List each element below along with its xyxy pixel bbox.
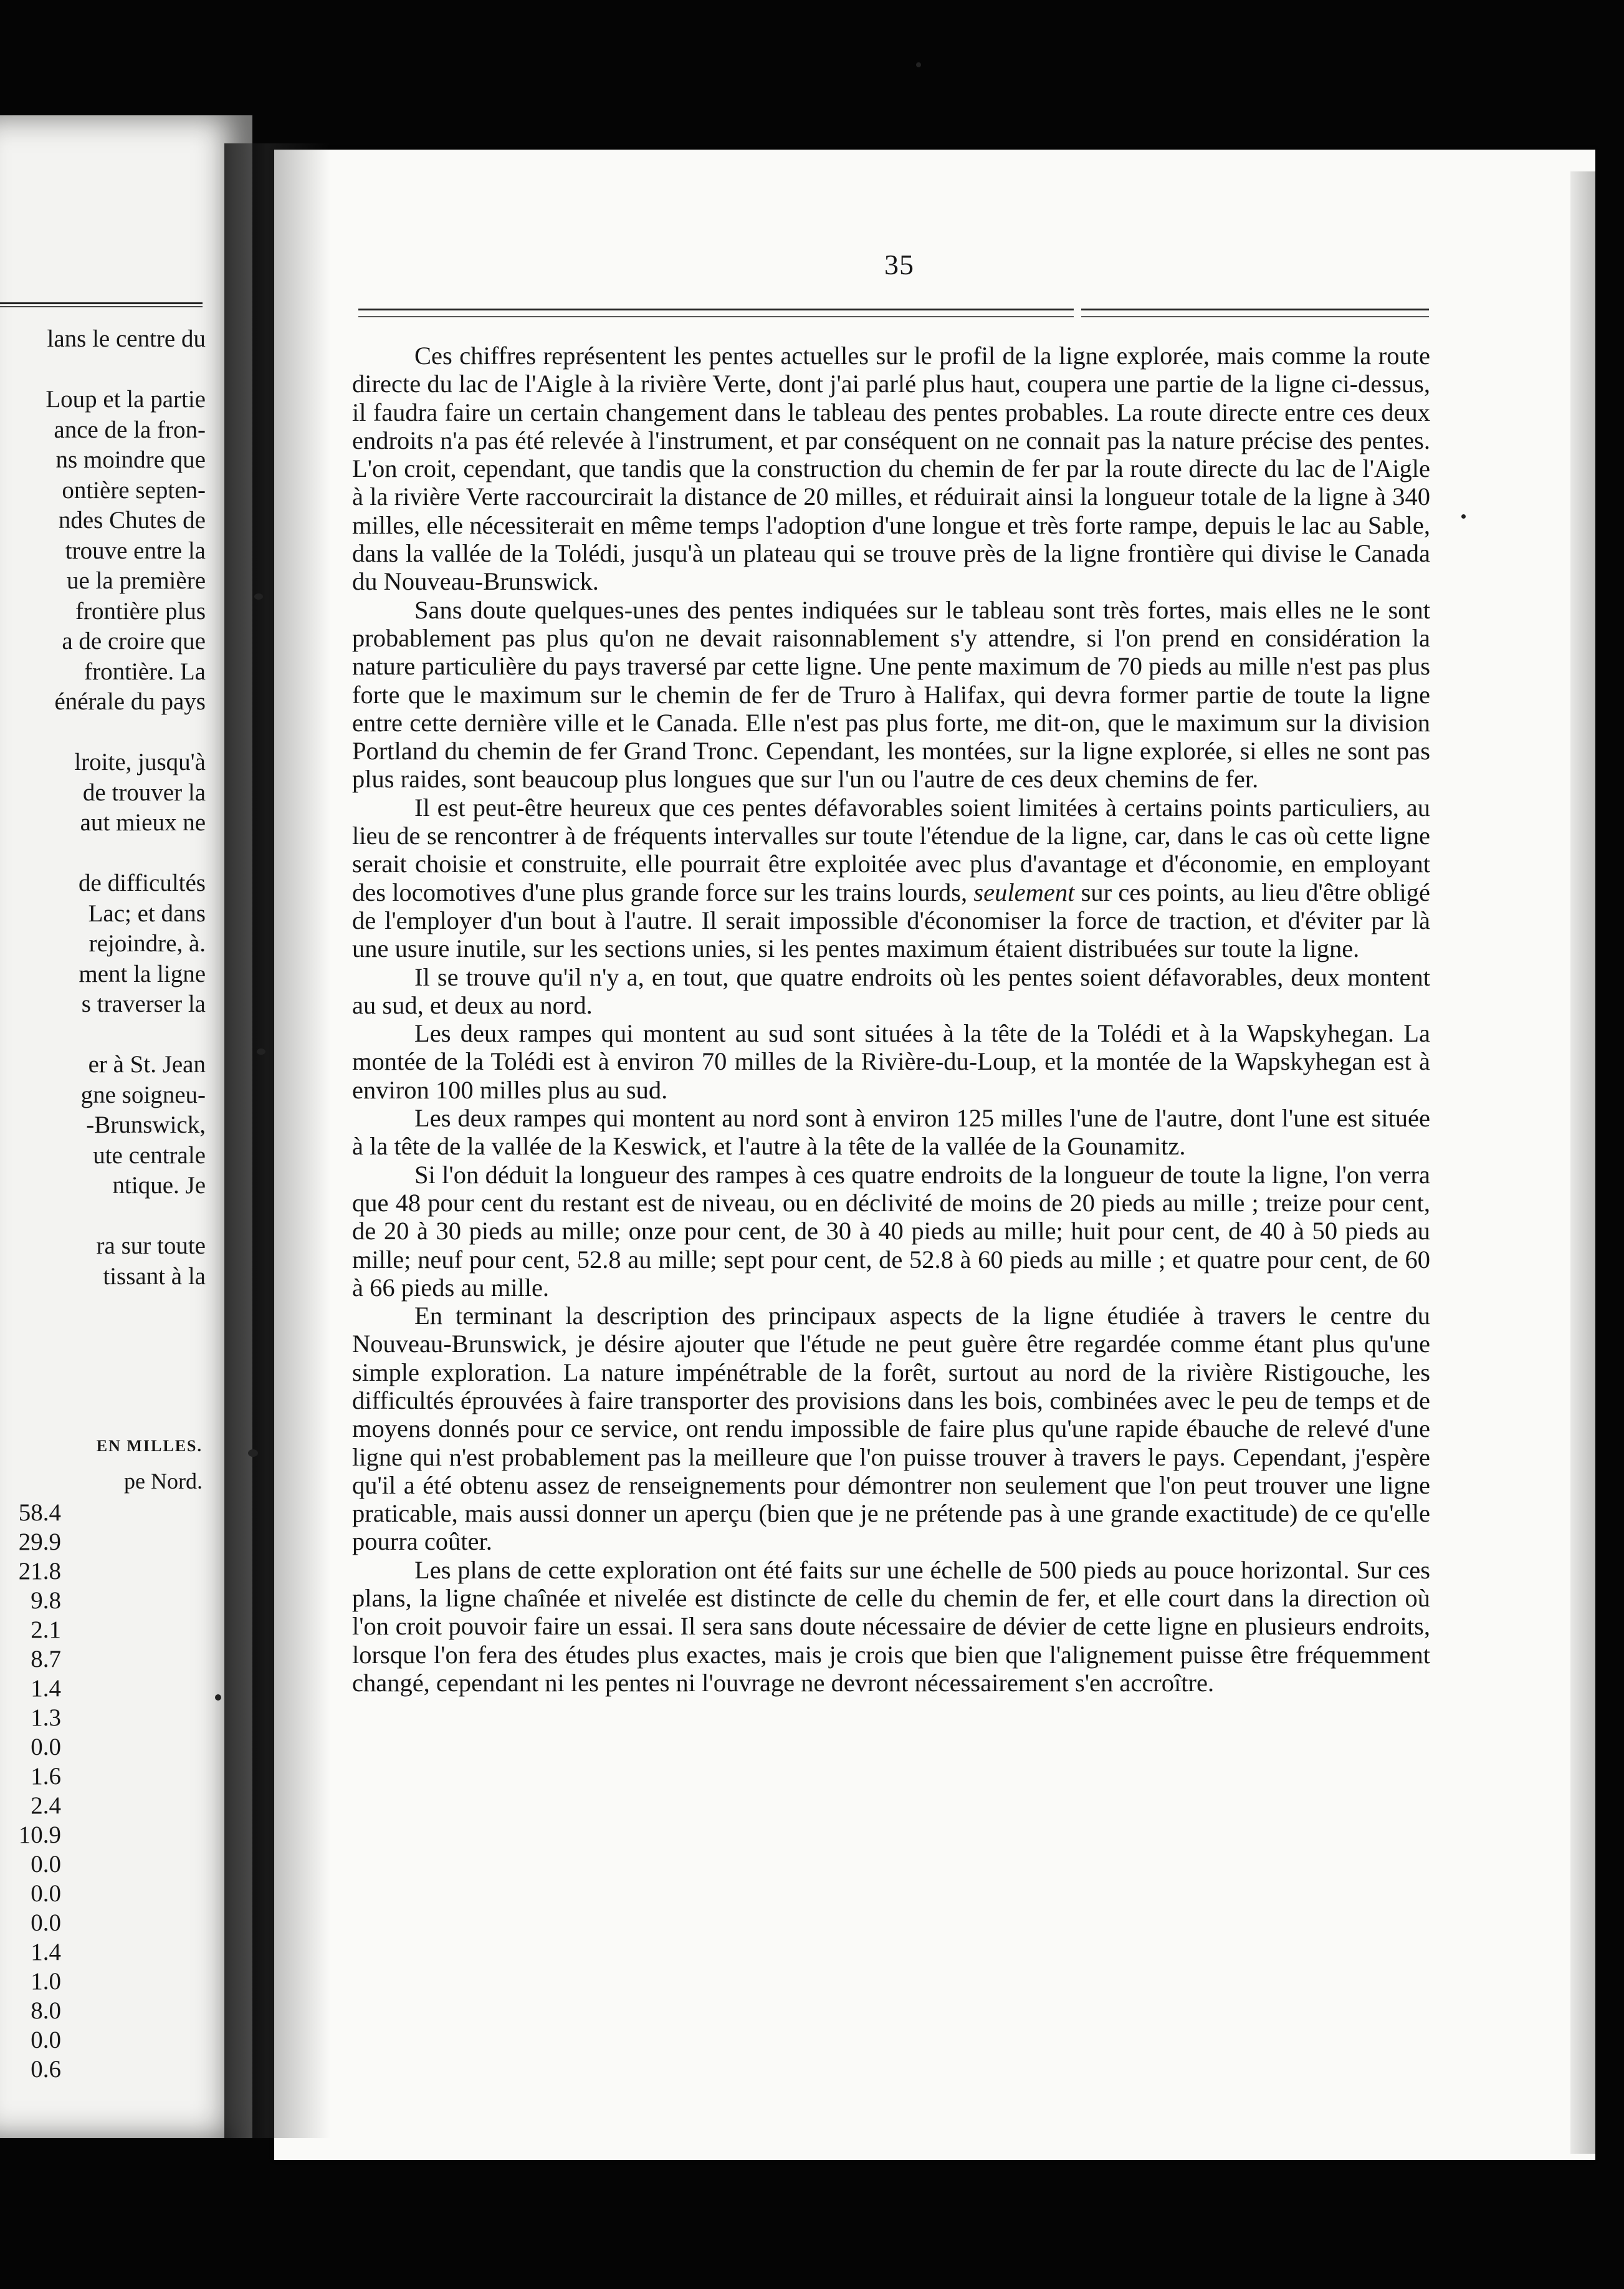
text-line: lroite, jusqu'à [74, 749, 206, 775]
paragraph: Si l'on déduit la longueur des rampes à ces quatre endroits de la longueur de toute la ligne, l'on verra que 48 pour cent du restant est de niveau, ou en déclivité de moins de 20 pieds au mille ; treize pour cent, de 20 à 30 pieds au mille; onze pour cent, de 30 à 40 pieds au mille; huit pour cent, de 40 à 50 pieds au mille; neuf pour cent, 52.8 au mille; sept pour cent, de 52.8 à 60 pieds au mille ; et quatre pour cent, de 60 à 66 pieds au mille. [352, 1160, 1430, 1302]
text-line: rejoindre, à. [88, 930, 206, 957]
text-line: a de croire que [62, 628, 206, 655]
table-value: 1.3 [31, 1704, 61, 1731]
text-line [0, 1201, 206, 1232]
scan-speck [257, 1049, 265, 1055]
table-value: 8.0 [31, 1997, 61, 2024]
previous-page [0, 115, 252, 2138]
table-value: 1.0 [31, 1968, 61, 1995]
table-value: 1.6 [31, 1763, 61, 1790]
table-value: 0.0 [31, 2027, 61, 2053]
paragraph: Les plans de cette exploration ont été faits sur une échelle de 500 pieds au pouce horizontal. Sur ces plans, la ligne chaînée et nivelée est distincte de celle du chemin de fer, et elle court dans la direction où l'on croit pouvoir faire un essai. Il sera sans doute nécessaire de dévier de cette ligne en plusieurs endroits, lorsque l'on fera des études plus exactes, mais je crois que bien que l'alignement puisse être fréquemment changé, cependant ni les pentes ni l'ouvrage ne devront nécessairement s'en accroître. [352, 1555, 1430, 1697]
paragraph: Il se trouve qu'il n'y a, en tout, que quatre endroits où les pentes soient défavorables, deux montent au sud, et deux au nord. [352, 962, 1430, 1019]
page-body [352, 342, 1430, 1697]
table-value: 0.0 [31, 1734, 61, 1760]
page-edge [1570, 171, 1595, 2154]
paragraph: Les deux rampes qui montent au nord sont à environ 125 milles l'une de l'autre, dont l'une est située à la tête de la vallée de la Keswick, et l'autre à la tête de la vallée de la Gounamitz. [352, 1104, 1430, 1161]
text-line: frontière plus [75, 597, 206, 625]
scan-speck [254, 593, 263, 600]
text-line: ntique. Je [112, 1172, 206, 1199]
text-line [0, 717, 206, 748]
text-line: ance de la fron- [54, 416, 206, 443]
emphasized-word: seulement [973, 878, 1075, 906]
text-line: ute centrale [93, 1141, 206, 1169]
header-rule [358, 309, 1074, 317]
header-rule [1081, 309, 1429, 317]
text-line: tissant à la [103, 1262, 206, 1290]
table-value: 2.4 [31, 1792, 61, 1819]
text-line: er à St. Jean [88, 1051, 206, 1078]
text-line: ment la ligne [79, 960, 206, 987]
text-line: s traverser la [81, 991, 206, 1017]
paragraph: Sans doute quelques-unes des pentes indiquées sur le tableau sont très fortes, mais elles ne le sont probablement pas plus qu'on ne devait raisonnablement s'y attendre, si l'on prend en considération la nature particulière du pays traversé par cette ligne. Une pente maximum de 70 pieds au mille n'est pas plus forte que le maximum sur le chemin de fer de Truro à Halifax, qui devra former partie de toute la ligne entre cette dernière ville et le Canada. Elle n'est pas plus forte, me dit-on, que le maximum sur la division Portland du chemin de fer Grand Tronc. Cependant, les montées, sur la ligne explorée, si elles ne sont pas plus raides, sont beaucoup plus longues que sur l'un ou l'autre de ces deux chemins de fer. [352, 595, 1430, 794]
table-value: 0.0 [31, 1909, 61, 1936]
table-value: 1.4 [31, 1675, 61, 1702]
paragraph-text: Il est peut-être heureux que ces pentes défavorables soient limitées à certains points particuliers, au lieu de se rencontrer à de fréquents intervalles sur toute l'étendue de la ligne, car, dans le cas où cette ligne serait choisie et construite, elle pourrait être exploitée avec plus d'avantage et d'économie, en employant des locomotives d'une plus grande force sur les trains lourds, [352, 793, 1430, 906]
text-line: ns moindre que [55, 446, 206, 473]
table-value: 29.9 [18, 1528, 61, 1555]
table-value: 0.0 [31, 1880, 61, 1907]
text-line: ontière septen- [62, 476, 206, 504]
table-heading: EN MILLES. [96, 1437, 203, 1455]
paragraph: Ces chiffres représentent les pentes actuelles sur le profil de la ligne explorée, mais comme la route directe du lac de l'Aigle à la rivière Verte, dont j'ai parlé plus haut, coupera une partie de la ligne ci-dessus, il faudra faire un certain changement dans le tableau des pentes probables. La route directe entre ces deux endroits n'a pas été relevée à l'instrument, et par conséquent on ne connait pas la nature précise des pentes. L'on croit, cependant, que tandis que la construction du chemin de fer par la route directe du lac de l'Aigle à la rivière Verte raccourcirait la distance de 20 milles, et réduirait ainsi la longueur totale de la ligne à 340 milles, elle nécessiterait en même temps l'adoption d'une longue et très forte rampe, depuis le lac au Sable, dans la vallée de la Tolédi, jusqu'à un plateau qui se trouve près de la ligne frontière qui divise le Canada du Nouveau-Brunswick. [352, 342, 1430, 596]
paragraph [352, 794, 1430, 963]
binding-gutter-shadow [224, 143, 330, 2138]
previous-page-text [0, 324, 206, 1292]
text-line: de difficultés [79, 870, 206, 896]
scan-speck [215, 1694, 221, 1701]
table-value: 10.9 [18, 1821, 61, 1848]
text-line [0, 355, 206, 385]
page-number: 35 [884, 249, 914, 281]
text-line: énérale du pays [54, 688, 206, 715]
text-line: aut mieux ne [80, 809, 206, 836]
table-value: 21.8 [18, 1558, 61, 1585]
text-line: ue la première [66, 567, 206, 594]
table-value: 0.6 [31, 2056, 61, 2083]
text-line: gne soigneu- [80, 1081, 206, 1108]
text-line: lans le centre du [47, 325, 206, 352]
text-line: Loup et la partie [45, 386, 206, 413]
text-line: frontière. La [84, 658, 206, 685]
text-line: ra sur toute [96, 1232, 206, 1259]
table-value: 1.4 [31, 1939, 61, 1965]
header-rule [0, 302, 203, 307]
text-line: ndes Chutes de [58, 507, 206, 534]
text-line: Lac; et dans [88, 900, 206, 927]
paragraph: En terminant la description des principaux aspects de la ligne étudiée à travers le centre du Nouveau-Brunswick, je désire ajouter que l'étude ne peut guère être regardée comme étant plus qu'une simple exploration. La nature impénétrable de la forêt, surtout au nord de la rivière Ristigouche, les difficultés éprouvées à faire transporter des provisions dans les bois, combinées avec le peu de temps et de moyens donnés pour ce service, ont rendu impossible de faire plus qu'une rapide ébauche de relevé d'une ligne qui n'est probablement pas la meilleure que l'on puisse trouver à travers le pays. Cependant, j'espère qu'il a été obtenu assez de renseignements pour démontrer non seulement que l'on peut trouver une ligne praticable, mais aussi donner un aperçu (bien que je ne prétende pas à une grande exactitude) de ce qu'elle pourra coûter. [352, 1302, 1430, 1556]
text-line [0, 1020, 206, 1050]
text-line: trouve entre la [65, 537, 206, 564]
table-value: 8.7 [31, 1646, 61, 1672]
paragraph-text: sur ces points, au lieu d'être obligé de l'employer d'un bout à l'autre. Il serait impossible d'économiser la force de traction, et d'éviter par là une usure inutile, sur les sections unies, si les pentes maximum étaient distribuées sur toute la ligne. [352, 878, 1430, 963]
table-value: 0.0 [31, 1851, 61, 1878]
table-value: 2.1 [31, 1616, 61, 1643]
table-value: 58.4 [18, 1499, 61, 1526]
text-line: de trouver la [82, 779, 206, 806]
text-line: -Brunswick, [86, 1111, 206, 1138]
paragraph: Les deux rampes qui montent au sud sont situées à la tête de la Tolédi et à la Wapskyhegan. La montée de la Tolédi est à environ 70 milles de la Rivière-du-Loup, et la montée de la Wapskyhegan est à environ 100 milles plus au sud. [352, 1019, 1430, 1104]
table-value: 9.8 [31, 1587, 61, 1614]
scan-speck [1461, 514, 1466, 519]
scan-speck [248, 1449, 258, 1457]
scan-speck [916, 62, 921, 67]
table-subheading: pe Nord. [124, 1469, 203, 1494]
table-values [0, 1498, 61, 2084]
text-line [0, 838, 206, 869]
